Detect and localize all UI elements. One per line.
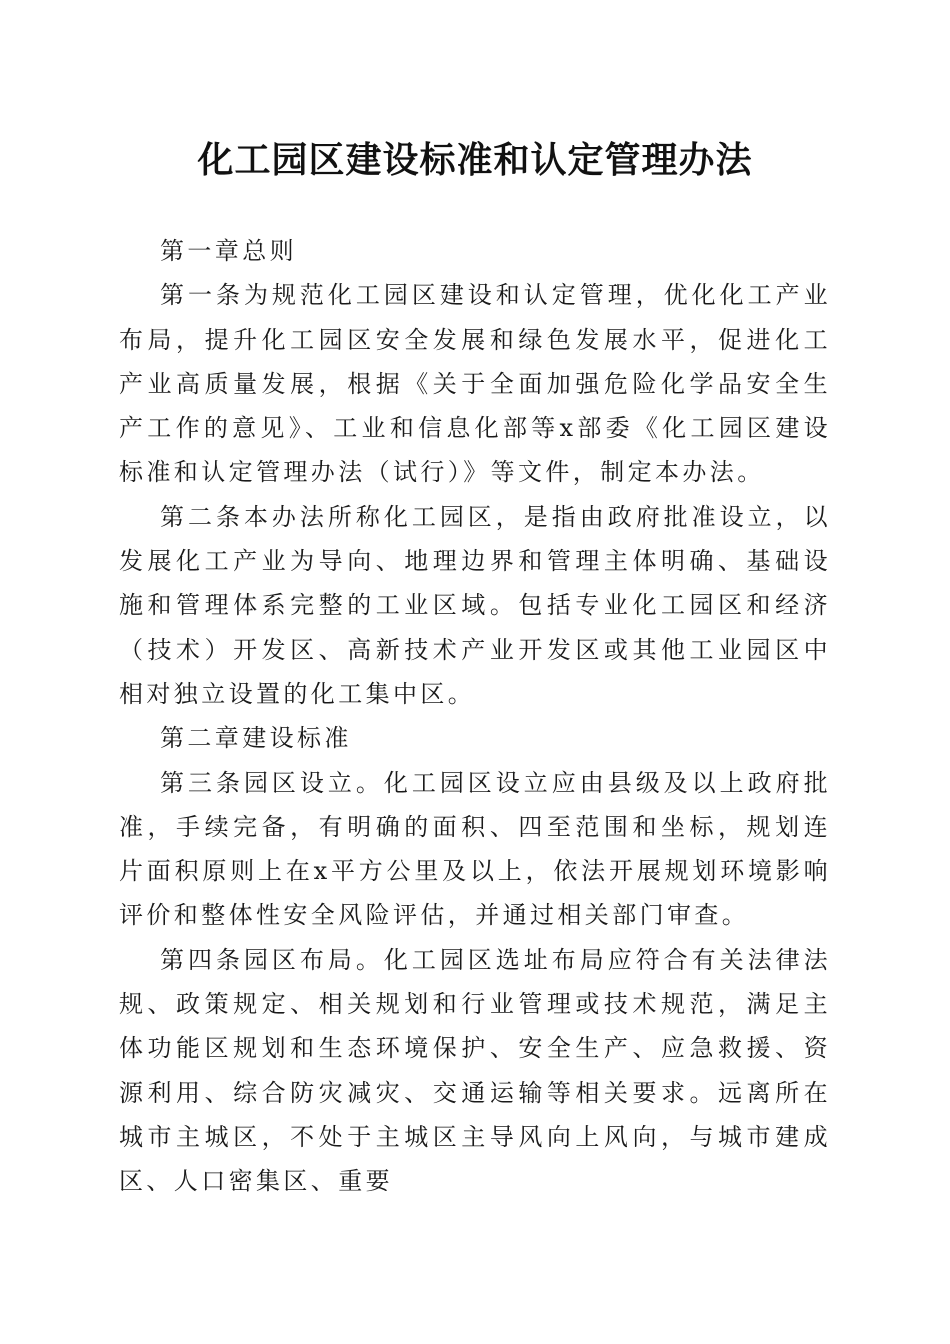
article-2-paragraph: 第二条本办法所称化工园区，是指由政府批准设立，以发展化工产业为导向、地理边界和管理主体明确、基础设施和管理体系完整的工业区域。包括专业化工园区和经济（技术）开发区、高新技术产业开发区或其他工业园区中相对独立设置的化工集中区。 — [119, 502, 831, 708]
document-body — [119, 229, 831, 1204]
chapter-heading-2: 第二章建设标准 — [160, 724, 352, 753]
chapter-heading-1: 第一章总则 — [160, 237, 297, 265]
article-1-paragraph: 第一条为规范化工园区建设和认定管理，优化化工产业布局，提升化工园区安全发展和绿色发展水平，促进化工产业高质量发展，根据《关于全面加强危险化学品安全生产工作的意见》、工业和信息化部等x部委《化工园区建设标准和认定管理办法（试行）》等文件，制定本办法。 — [119, 281, 831, 487]
document-title: 化工园区建设标准和认定管理办法 — [197, 139, 753, 181]
article-4-paragraph: 第四条园区布局。化工园区选址布局应符合有关法律法规、政策规定、相关规划和行业管理或技术规范，满足主体功能区规划和生态环境保护、安全生产、应急救援、资源利用、综合防灾减灾、交通运输等相关要求。远离所在城市主城区，不处于主城区主导风向上风向，与城市建成区、人口密集区、重要 — [119, 945, 831, 1196]
article-3-paragraph: 第三条园区设立。化工园区设立应由县级及以上政府批准，手续完备，有明确的面积、四至范围和坐标，规划连片面积原则上在x平方公里及以上，依法开展规划环境影响评价和整体性安全风险评估，并通过相关部门审查。 — [119, 768, 831, 930]
